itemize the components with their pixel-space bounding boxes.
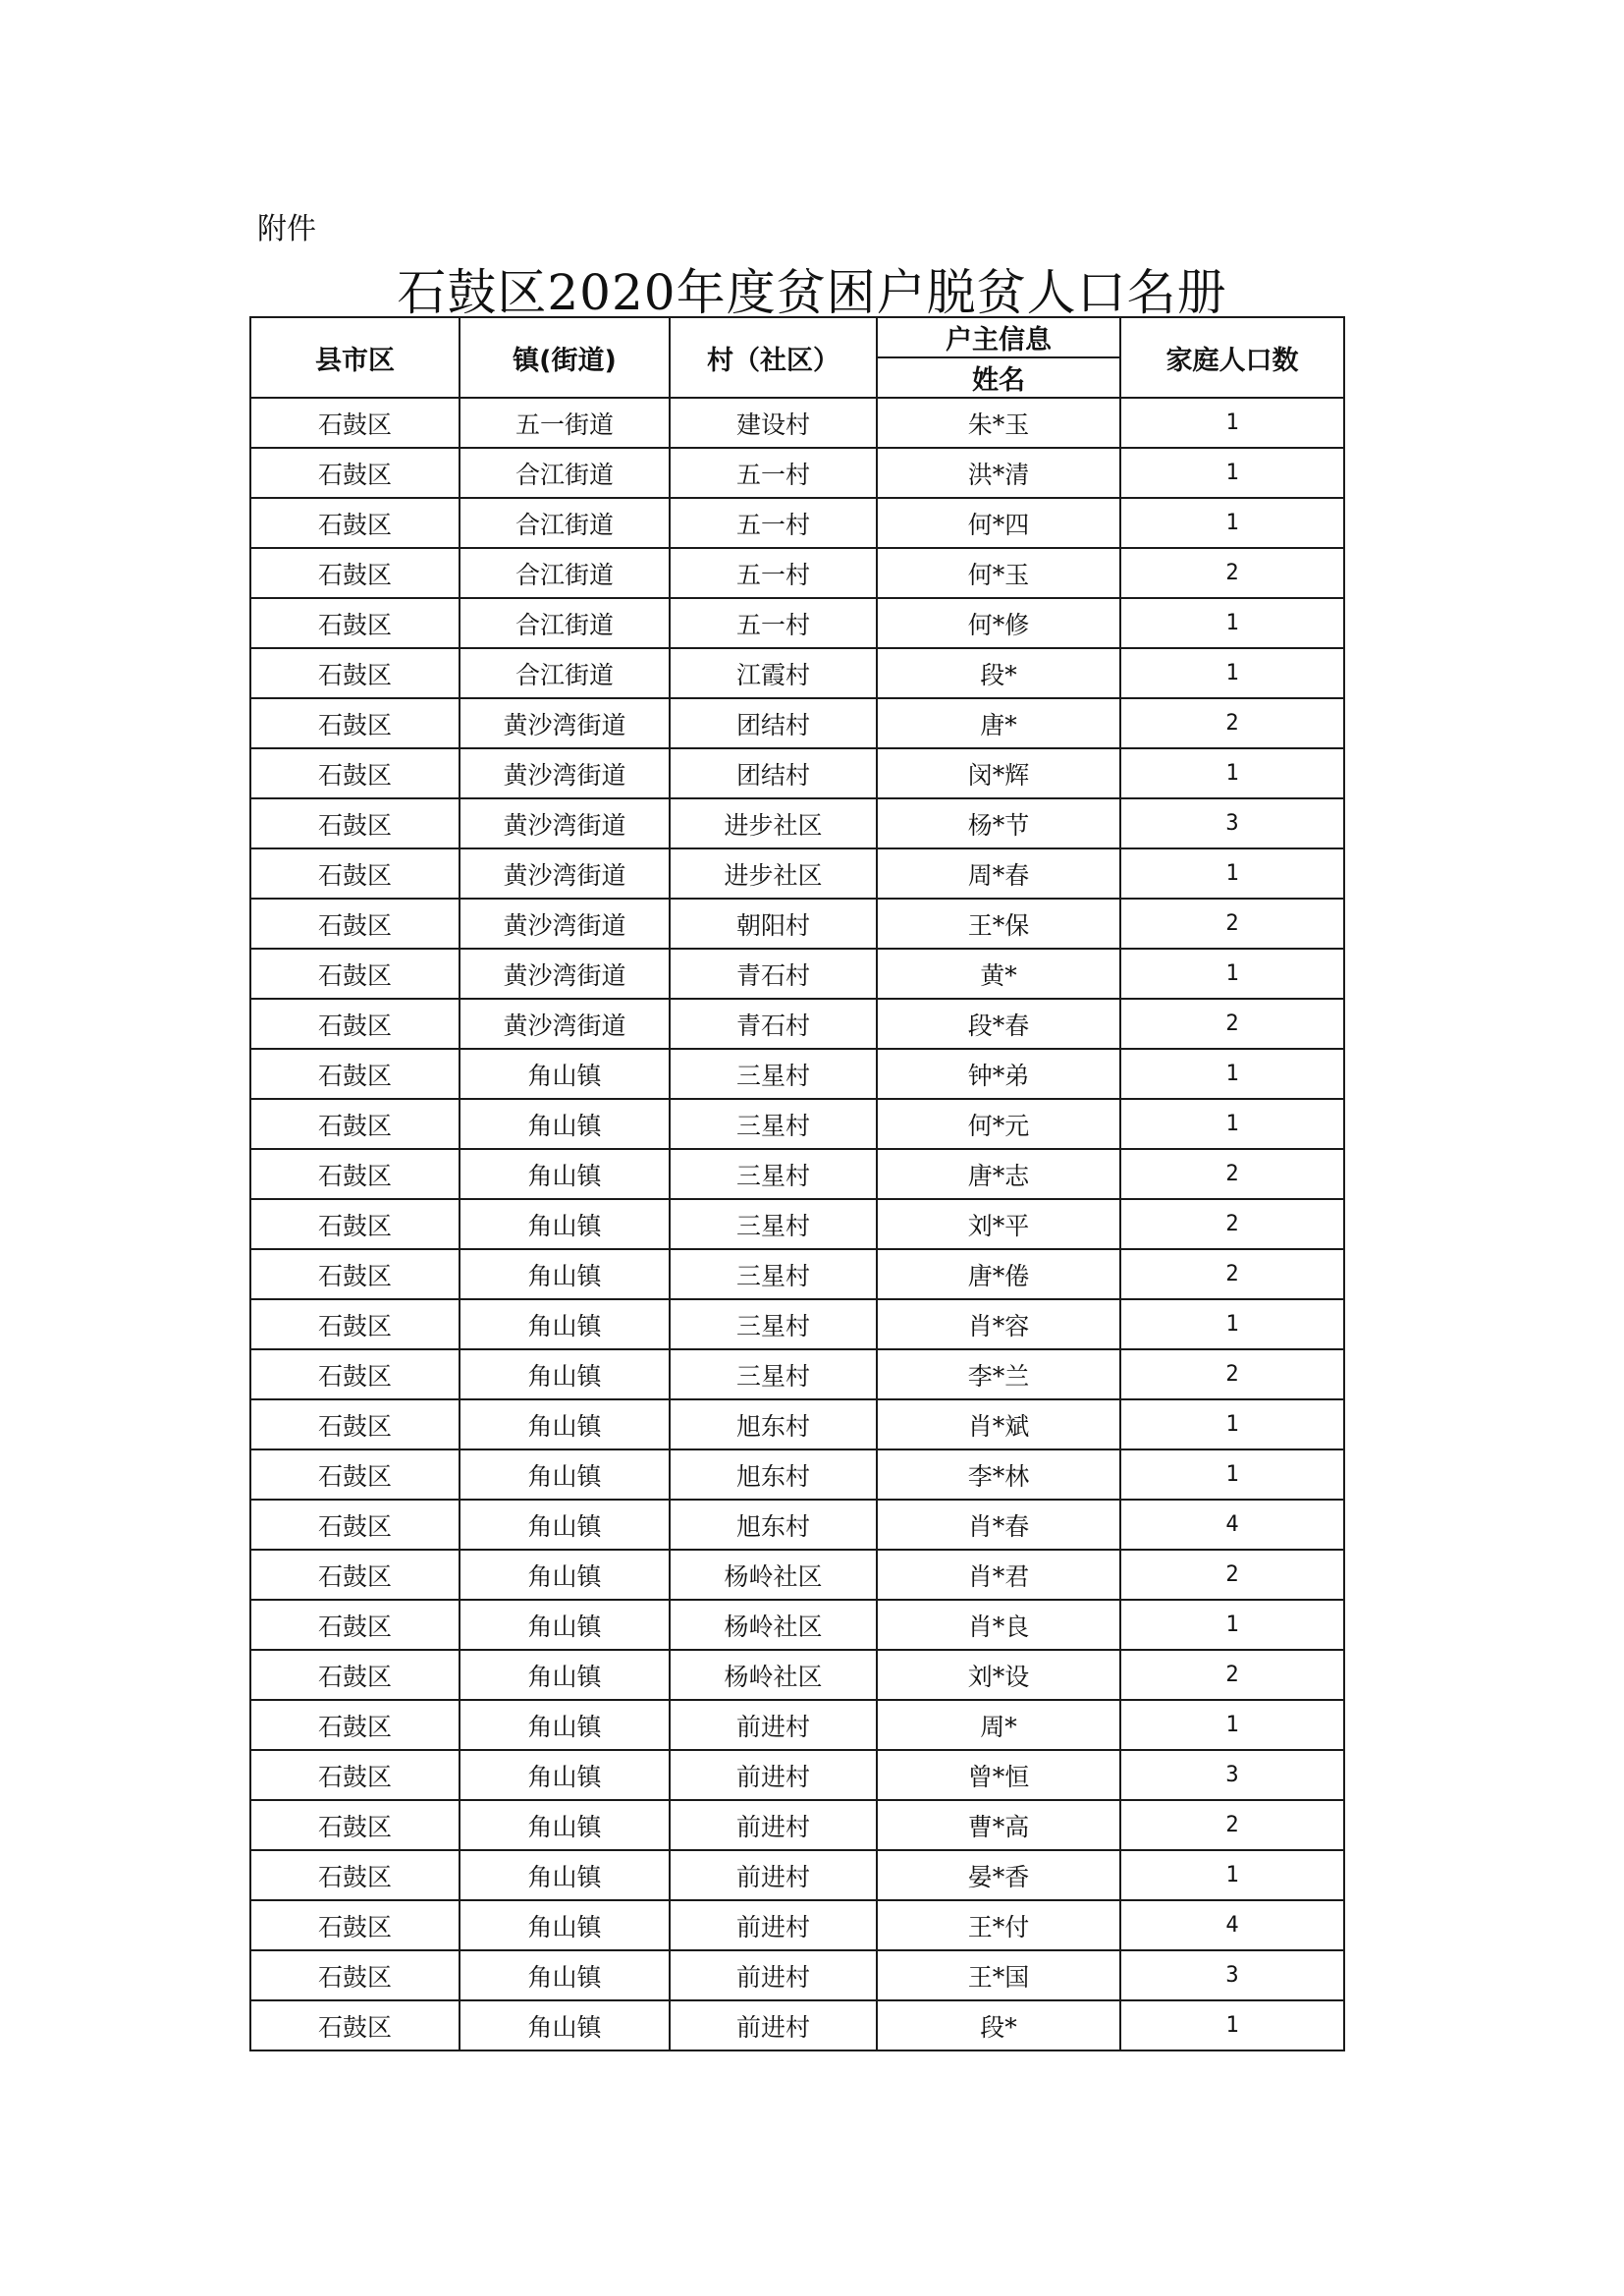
cell-village: 三星村 xyxy=(670,1149,877,1199)
cell-village: 前进村 xyxy=(670,2000,877,2050)
cell-village: 前进村 xyxy=(670,1750,877,1800)
cell-town: 角山镇 xyxy=(460,1299,670,1349)
cell-family-size: 1 xyxy=(1120,598,1344,648)
cell-county: 石鼓区 xyxy=(250,1700,460,1750)
cell-family-size: 2 xyxy=(1120,1650,1344,1700)
cell-family-size: 2 xyxy=(1120,899,1344,949)
cell-county: 石鼓区 xyxy=(250,598,460,648)
cell-village: 三星村 xyxy=(670,1099,877,1149)
cell-town: 合江街道 xyxy=(460,598,670,648)
cell-county: 石鼓区 xyxy=(250,498,460,548)
table-row xyxy=(250,698,1344,748)
cell-village: 三星村 xyxy=(670,1049,877,1099)
cell-name: 李*兰 xyxy=(877,1349,1120,1399)
cell-name: 段* xyxy=(877,2000,1120,2050)
page-title: 石鼓区2020年度贫困户脱贫人口名册 xyxy=(397,264,1227,321)
cell-village: 三星村 xyxy=(670,1199,877,1249)
cell-county: 石鼓区 xyxy=(250,1850,460,1900)
cell-name: 刘*设 xyxy=(877,1650,1120,1700)
cell-county: 石鼓区 xyxy=(250,999,460,1049)
cell-family-size: 1 xyxy=(1120,1850,1344,1900)
cell-town: 合江街道 xyxy=(460,498,670,548)
cell-town: 角山镇 xyxy=(460,1700,670,1750)
cell-name: 肖*良 xyxy=(877,1600,1120,1650)
cell-town: 角山镇 xyxy=(460,1900,670,1950)
cell-town: 角山镇 xyxy=(460,1600,670,1650)
cell-county: 石鼓区 xyxy=(250,748,460,798)
cell-county: 石鼓区 xyxy=(250,1950,460,2000)
cell-village: 前进村 xyxy=(670,1900,877,1950)
cell-village: 前进村 xyxy=(670,1800,877,1850)
cell-village: 五一村 xyxy=(670,498,877,548)
cell-name: 唐*志 xyxy=(877,1149,1120,1199)
cell-name: 唐* xyxy=(877,698,1120,748)
cell-family-size: 1 xyxy=(1120,398,1344,448)
table-row xyxy=(250,798,1344,848)
cell-family-size: 1 xyxy=(1120,748,1344,798)
cell-family-size: 2 xyxy=(1120,1800,1344,1850)
cell-family-size: 1 xyxy=(1120,1399,1344,1449)
cell-county: 石鼓区 xyxy=(250,798,460,848)
cell-name: 朱*玉 xyxy=(877,398,1120,448)
cell-village: 朝阳村 xyxy=(670,899,877,949)
table-row xyxy=(250,598,1344,648)
cell-county: 石鼓区 xyxy=(250,1049,460,1099)
cell-county: 石鼓区 xyxy=(250,448,460,498)
cell-town: 角山镇 xyxy=(460,1049,670,1099)
cell-county: 石鼓区 xyxy=(250,899,460,949)
cell-family-size: 4 xyxy=(1120,1500,1344,1550)
cell-village: 进步社区 xyxy=(670,798,877,848)
cell-village: 三星村 xyxy=(670,1349,877,1399)
cell-name: 段* xyxy=(877,648,1120,698)
cell-village: 三星村 xyxy=(670,1249,877,1299)
cell-town: 角山镇 xyxy=(460,1550,670,1600)
cell-town: 角山镇 xyxy=(460,1800,670,1850)
cell-town: 黄沙湾街道 xyxy=(460,848,670,899)
cell-village: 团结村 xyxy=(670,748,877,798)
table-row xyxy=(250,1349,1344,1399)
cell-county: 石鼓区 xyxy=(250,1650,460,1700)
table-row xyxy=(250,1199,1344,1249)
cell-village: 五一村 xyxy=(670,448,877,498)
table-row xyxy=(250,1249,1344,1299)
cell-family-size: 3 xyxy=(1120,1950,1344,2000)
header-county: 县市区 xyxy=(250,317,460,398)
table-row xyxy=(250,1550,1344,1600)
table-row xyxy=(250,1500,1344,1550)
cell-family-size: 3 xyxy=(1120,1750,1344,1800)
cell-name: 肖*斌 xyxy=(877,1399,1120,1449)
cell-name: 晏*香 xyxy=(877,1850,1120,1900)
cell-county: 石鼓区 xyxy=(250,1500,460,1550)
cell-county: 石鼓区 xyxy=(250,1399,460,1449)
cell-name: 钟*弟 xyxy=(877,1049,1120,1099)
cell-town: 黄沙湾街道 xyxy=(460,798,670,848)
header-village: 村（社区） xyxy=(670,317,877,398)
cell-family-size: 1 xyxy=(1120,448,1344,498)
cell-town: 角山镇 xyxy=(460,1500,670,1550)
cell-town: 角山镇 xyxy=(460,1650,670,1700)
cell-family-size: 1 xyxy=(1120,498,1344,548)
cell-family-size: 2 xyxy=(1120,698,1344,748)
cell-town: 五一街道 xyxy=(460,398,670,448)
cell-family-size: 4 xyxy=(1120,1900,1344,1950)
cell-name: 段*春 xyxy=(877,999,1120,1049)
table-row xyxy=(250,748,1344,798)
table-row xyxy=(250,1750,1344,1800)
cell-name: 曾*恒 xyxy=(877,1750,1120,1800)
cell-town: 合江街道 xyxy=(460,648,670,698)
table-body xyxy=(250,398,1344,2050)
cell-family-size: 1 xyxy=(1120,949,1344,999)
table-row xyxy=(250,1049,1344,1099)
table-row xyxy=(250,949,1344,999)
cell-village: 旭东村 xyxy=(670,1449,877,1500)
cell-family-size: 1 xyxy=(1120,1299,1344,1349)
cell-village: 杨岭社区 xyxy=(670,1600,877,1650)
cell-county: 石鼓区 xyxy=(250,1900,460,1950)
table-row xyxy=(250,848,1344,899)
cell-county: 石鼓区 xyxy=(250,1349,460,1399)
header-householder-group: 户主信息 xyxy=(877,317,1120,357)
cell-family-size: 2 xyxy=(1120,1349,1344,1399)
table-row xyxy=(250,1800,1344,1850)
table-row xyxy=(250,1600,1344,1650)
table-row xyxy=(250,1700,1344,1750)
cell-town: 角山镇 xyxy=(460,1950,670,2000)
table-row xyxy=(250,448,1344,498)
cell-county: 石鼓区 xyxy=(250,1199,460,1249)
table-row xyxy=(250,1449,1344,1500)
cell-town: 黄沙湾街道 xyxy=(460,748,670,798)
cell-name: 何*修 xyxy=(877,598,1120,648)
cell-village: 五一村 xyxy=(670,548,877,598)
cell-family-size: 2 xyxy=(1120,999,1344,1049)
cell-name: 何*元 xyxy=(877,1099,1120,1149)
cell-name: 何*玉 xyxy=(877,548,1120,598)
cell-name: 黄* xyxy=(877,949,1120,999)
cell-name: 王*保 xyxy=(877,899,1120,949)
cell-town: 合江街道 xyxy=(460,448,670,498)
cell-county: 石鼓区 xyxy=(250,1299,460,1349)
cell-name: 周* xyxy=(877,1700,1120,1750)
table-row xyxy=(250,1149,1344,1199)
cell-name: 王*国 xyxy=(877,1950,1120,2000)
cell-town: 角山镇 xyxy=(460,1149,670,1199)
cell-name: 肖*容 xyxy=(877,1299,1120,1349)
cell-family-size: 1 xyxy=(1120,1600,1344,1650)
attachment-label: 附件 xyxy=(257,212,316,246)
cell-name: 肖*君 xyxy=(877,1550,1120,1600)
cell-name: 王*付 xyxy=(877,1900,1120,1950)
cell-town: 合江街道 xyxy=(460,548,670,598)
cell-village: 旭东村 xyxy=(670,1500,877,1550)
table-row xyxy=(250,498,1344,548)
cell-village: 旭东村 xyxy=(670,1399,877,1449)
cell-family-size: 1 xyxy=(1120,2000,1344,2050)
cell-village: 青石村 xyxy=(670,949,877,999)
cell-name: 曹*高 xyxy=(877,1800,1120,1850)
cell-family-size: 1 xyxy=(1120,1449,1344,1500)
cell-family-size: 1 xyxy=(1120,1700,1344,1750)
cell-county: 石鼓区 xyxy=(250,1750,460,1800)
cell-county: 石鼓区 xyxy=(250,698,460,748)
table-row xyxy=(250,999,1344,1049)
cell-village: 杨岭社区 xyxy=(670,1650,877,1700)
cell-family-size: 2 xyxy=(1120,1149,1344,1199)
cell-county: 石鼓区 xyxy=(250,1600,460,1650)
cell-county: 石鼓区 xyxy=(250,949,460,999)
cell-village: 前进村 xyxy=(670,1950,877,2000)
cell-town: 黄沙湾街道 xyxy=(460,698,670,748)
cell-county: 石鼓区 xyxy=(250,1249,460,1299)
cell-county: 石鼓区 xyxy=(250,2000,460,2050)
roster-table xyxy=(249,316,1345,2051)
cell-family-size: 1 xyxy=(1120,848,1344,899)
table-row xyxy=(250,899,1344,949)
header-family-size: 家庭人口数 xyxy=(1120,317,1344,398)
table-row xyxy=(250,1399,1344,1449)
cell-village: 青石村 xyxy=(670,999,877,1049)
cell-town: 黄沙湾街道 xyxy=(460,949,670,999)
cell-county: 石鼓区 xyxy=(250,548,460,598)
cell-town: 角山镇 xyxy=(460,1399,670,1449)
cell-name: 杨*节 xyxy=(877,798,1120,848)
cell-county: 石鼓区 xyxy=(250,1800,460,1850)
cell-village: 进步社区 xyxy=(670,848,877,899)
table-row xyxy=(250,398,1344,448)
cell-county: 石鼓区 xyxy=(250,1099,460,1149)
cell-county: 石鼓区 xyxy=(250,648,460,698)
cell-town: 角山镇 xyxy=(460,1199,670,1249)
cell-county: 石鼓区 xyxy=(250,1550,460,1600)
cell-name: 唐*倦 xyxy=(877,1249,1120,1299)
cell-town: 角山镇 xyxy=(460,1099,670,1149)
cell-family-size: 2 xyxy=(1120,1249,1344,1299)
cell-name: 刘*平 xyxy=(877,1199,1120,1249)
cell-family-size: 3 xyxy=(1120,798,1344,848)
cell-family-size: 1 xyxy=(1120,1049,1344,1099)
cell-village: 江霞村 xyxy=(670,648,877,698)
cell-name: 周*春 xyxy=(877,848,1120,899)
cell-family-size: 2 xyxy=(1120,1199,1344,1249)
cell-village: 杨岭社区 xyxy=(670,1550,877,1600)
cell-town: 角山镇 xyxy=(460,2000,670,2050)
table-header-row xyxy=(250,317,1344,357)
cell-name: 洪*清 xyxy=(877,448,1120,498)
cell-town: 角山镇 xyxy=(460,1750,670,1800)
cell-name: 闵*辉 xyxy=(877,748,1120,798)
table-row xyxy=(250,1650,1344,1700)
table-row xyxy=(250,2000,1344,2050)
table-row xyxy=(250,1950,1344,2000)
cell-name: 何*四 xyxy=(877,498,1120,548)
cell-town: 角山镇 xyxy=(460,1249,670,1299)
cell-town: 角山镇 xyxy=(460,1850,670,1900)
cell-town: 黄沙湾街道 xyxy=(460,999,670,1049)
header-town: 镇(街道) xyxy=(460,317,670,398)
cell-village: 建设村 xyxy=(670,398,877,448)
cell-village: 五一村 xyxy=(670,598,877,648)
table-row xyxy=(250,1099,1344,1149)
cell-name: 肖*春 xyxy=(877,1500,1120,1550)
table-row xyxy=(250,1900,1344,1950)
cell-village: 前进村 xyxy=(670,1850,877,1900)
cell-county: 石鼓区 xyxy=(250,1449,460,1500)
cell-village: 团结村 xyxy=(670,698,877,748)
cell-county: 石鼓区 xyxy=(250,398,460,448)
header-name: 姓名 xyxy=(877,357,1120,398)
cell-village: 三星村 xyxy=(670,1299,877,1349)
cell-name: 李*林 xyxy=(877,1449,1120,1500)
cell-village: 前进村 xyxy=(670,1700,877,1750)
cell-town: 黄沙湾街道 xyxy=(460,899,670,949)
cell-family-size: 1 xyxy=(1120,1099,1344,1149)
cell-county: 石鼓区 xyxy=(250,1149,460,1199)
cell-town: 角山镇 xyxy=(460,1349,670,1399)
table-row xyxy=(250,1850,1344,1900)
cell-county: 石鼓区 xyxy=(250,848,460,899)
cell-family-size: 2 xyxy=(1120,1550,1344,1600)
cell-town: 角山镇 xyxy=(460,1449,670,1500)
cell-family-size: 2 xyxy=(1120,548,1344,598)
table-row xyxy=(250,648,1344,698)
table-row xyxy=(250,548,1344,598)
cell-family-size: 1 xyxy=(1120,648,1344,698)
table-row xyxy=(250,1299,1344,1349)
